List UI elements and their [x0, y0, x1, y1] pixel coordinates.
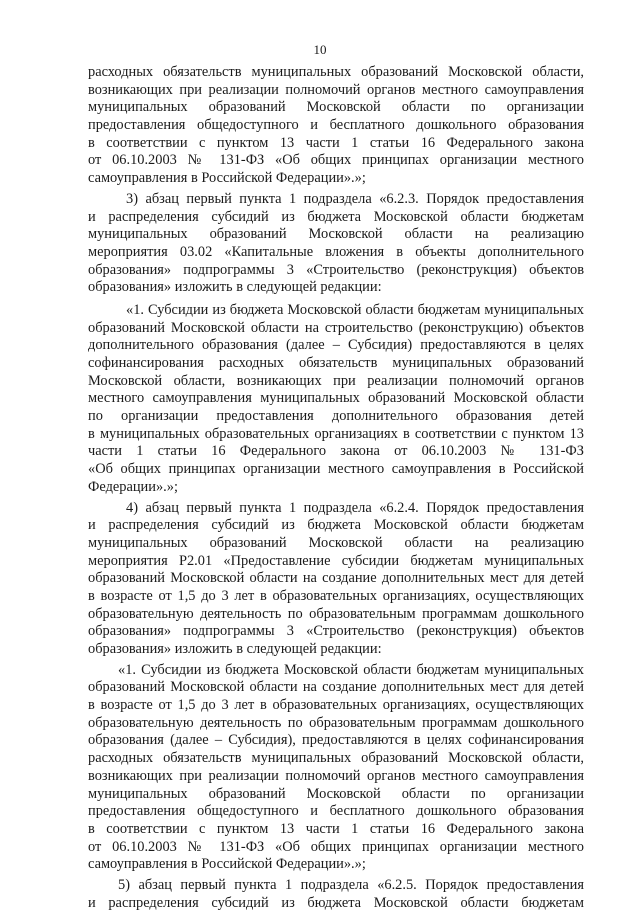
text-line: «Об общих принципах организации местного самоуправления в Российской: [88, 461, 584, 478]
text-line: образования» подпрограммы 3 «Строительство (реконструкция) объектов: [88, 623, 584, 640]
text-line: муниципальных образований Московской области на реализацию: [88, 226, 584, 243]
text-line: мероприятия Р2.01 «Предоставление субсидии бюджетам муниципальных: [88, 552, 584, 569]
text-line: образования (далее – Субсидия), предоставляются в целях софинансирования: [88, 732, 584, 749]
text-line: муниципальных образований Московской области по организации: [88, 99, 584, 116]
text-line: возникающих при реализации полномочий органов местного самоуправления: [88, 81, 584, 98]
text-line: от 06.10.2003 № 131-ФЗ «Об общих принципах организации местного: [88, 152, 584, 169]
text-line: и распределения субсидий из бюджета Московской области бюджетам: [88, 894, 584, 911]
text-line: предоставления общедоступного и бесплатного дошкольного образования: [88, 117, 584, 134]
text-line: образовательную деятельность по образовательным программам дошкольного: [88, 605, 584, 622]
text-line: самоуправления в Российской Федерации».»;: [88, 856, 366, 873]
text-line: 3) абзац первый пункта 1 подраздела «6.2.3. Порядок предоставления: [126, 190, 584, 207]
text-line: образований Московской области на создание дополнительных мест для детей: [88, 679, 584, 696]
text-line: в возрасте от 1,5 до 3 лет в образовательных организациях, осуществляющих: [88, 697, 584, 714]
text-line: дополнительного образования (далее – Субсидия) предоставляются в целях: [88, 337, 584, 354]
text-line: местного самоуправления муниципальных образований Московской области: [88, 390, 584, 407]
text-line: в соответствии с пунктом 13 части 1 статьи 16 Федерального закона: [88, 134, 584, 151]
text-line: и распределения субсидий из бюджета Московской области бюджетам: [88, 208, 584, 225]
text-line: в соответствии с пунктом 13 части 1 статьи 16 Федерального закона: [88, 820, 584, 837]
text-line: Московской области, возникающих при реализации полномочий органов: [88, 372, 584, 389]
page-number: 10: [313, 42, 327, 57]
text-line: и распределения субсидий из бюджета Московской области бюджетам: [88, 517, 584, 534]
document-body: [88, 64, 584, 912]
text-line: расходных обязательств муниципальных образований Московской области,: [88, 750, 584, 767]
text-line: муниципальных образований Московской области по организации: [88, 785, 584, 802]
text-line: «1. Субсидии из бюджета Московской области бюджетам муниципальных: [118, 661, 584, 678]
text-line: образования» подпрограммы 3 «Строительство (реконструкция) объектов: [88, 261, 584, 278]
text-line: расходных обязательств муниципальных образований Московской области,: [88, 64, 584, 80]
text-line: Федерации».»;: [88, 478, 178, 495]
text-line: образовательную деятельность по образовательным программам дошкольного: [88, 714, 584, 731]
text-line: возникающих при реализации полномочий органов местного самоуправления: [88, 767, 584, 784]
text-line: «1. Субсидии из бюджета Московской области бюджетам муниципальных: [126, 301, 584, 318]
text-line: предоставления общедоступного и бесплатного дошкольного образования: [88, 803, 584, 820]
text-line: образований Московской области на строительство (реконструкцию) объектов: [88, 319, 584, 336]
text-line: образования» изложить в следующей редакции:: [88, 279, 382, 296]
text-line: муниципальных образований Московской области на реализацию: [88, 534, 584, 551]
text-line: от 06.10.2003 № 131-ФЗ «Об общих принципах организации местного: [88, 838, 584, 855]
text-line: мероприятия 03.02 «Капитальные вложения в объекты дополнительного: [88, 243, 584, 260]
text-line: по организации предоставления дополнительного образования детей: [88, 408, 584, 425]
text-line: софинансирования расходных обязательств муниципальных образований: [88, 355, 584, 371]
text-line: самоуправления в Российской Федерации».»;: [88, 170, 366, 187]
text-line: в муниципальных образовательных организациях в соответствии с пунктом 13: [88, 425, 584, 442]
text-line: части 1 статьи 16 Федерального закона от 06.10.2003 № 131-ФЗ: [88, 443, 584, 460]
text-line: в возрасте от 1,5 до 3 лет в образовательных организациях, осуществляющих: [88, 587, 584, 604]
text-line: образования» изложить в следующей редакции:: [88, 641, 382, 657]
text-line: 5) абзац первый пункта 1 подраздела «6.2.5. Порядок предоставления: [118, 876, 584, 893]
text-line: образований Московской области на создание дополнительных мест для детей: [88, 570, 584, 587]
text-line: 4) абзац первый пункта 1 подраздела «6.2.4. Порядок предоставления: [126, 499, 584, 516]
